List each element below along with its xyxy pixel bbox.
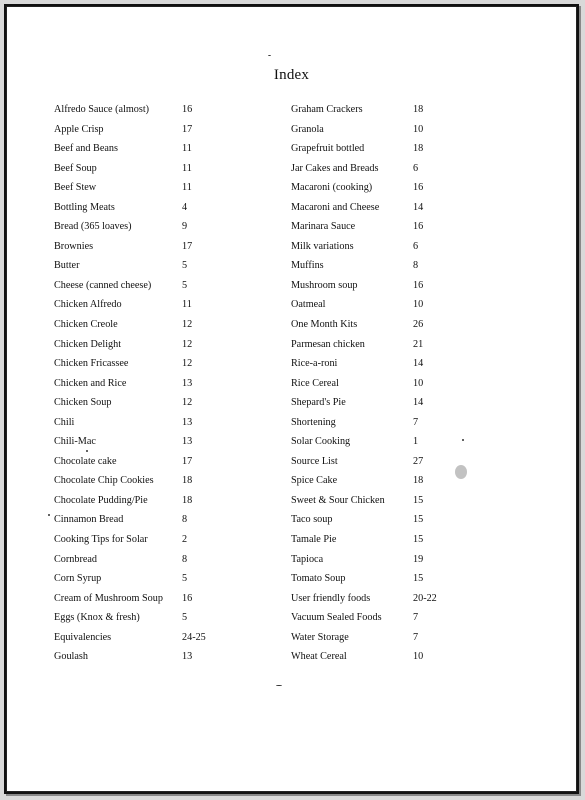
index-entry-page: 5: [182, 279, 188, 291]
index-entry-page: 12: [182, 358, 193, 370]
index-entry-name: Sweet & Sour Chicken: [291, 494, 385, 506]
index-entry: [54, 611, 188, 631]
index-entry-page: 13: [182, 436, 193, 448]
index-entry: [291, 377, 424, 397]
index-entry: [54, 513, 188, 533]
index-entry-name: Chicken Delight: [54, 338, 122, 350]
index-entry: [54, 494, 193, 514]
index-entry-page: 10: [413, 123, 424, 135]
index-entry-page: 14: [413, 397, 424, 409]
index-entry-page: 14: [413, 201, 424, 213]
index-entry: [291, 318, 424, 338]
index-entry-page: 1: [413, 436, 419, 448]
index-entry-name: Water Storage: [291, 631, 349, 643]
index-entry: [291, 181, 424, 201]
index-entry: [291, 455, 424, 475]
scan-speck: [268, 55, 271, 56]
index-entry-name: Equivalencies: [54, 631, 112, 643]
index-entry: [291, 103, 424, 123]
index-entry-page: 8: [182, 514, 188, 526]
index-entry-page: 16: [182, 104, 193, 115]
index-entry-page: 18: [413, 475, 424, 487]
index-entry: [54, 318, 193, 338]
index-entry: [54, 103, 193, 123]
index-entry-name: Rice Cereal: [291, 377, 339, 389]
index-entry-page: 26: [413, 319, 424, 331]
index-entry: [54, 592, 193, 612]
index-entry: [54, 142, 192, 162]
index-entry: [291, 162, 419, 182]
index-entry-page: 16: [182, 592, 193, 604]
index-entry: [54, 416, 193, 436]
index-entry-name: Chocolate Pudding/Pie: [54, 494, 148, 506]
index-entry: [291, 494, 424, 514]
index-entry: [54, 181, 192, 201]
index-entry-name: Chocolate cake: [54, 455, 117, 467]
index-entry-name: Parmesan chicken: [291, 338, 365, 350]
index-entry-page: 13: [182, 377, 193, 389]
index-entry-page: 5: [182, 573, 188, 585]
index-entry-page: 13: [182, 651, 193, 663]
index-entry: [54, 201, 188, 221]
index-entry: [291, 279, 424, 299]
index-entry-page: 19: [413, 553, 424, 565]
document-page: [4, 4, 579, 794]
index-entry-page: 18: [182, 494, 193, 506]
index-entry: [291, 611, 419, 631]
index-entry-page: 17: [182, 455, 193, 467]
index-entry: [54, 553, 188, 573]
index-entry-name: Cinnamon Bread: [54, 514, 124, 526]
index-entry-name: Eggs (Knox & fresh): [54, 612, 140, 624]
index-entry-page: 24-25: [182, 631, 206, 643]
index-entry-name: Taco soup: [291, 514, 333, 526]
index-entry-name: Chicken and Rice: [54, 377, 127, 389]
index-entry-page: 8: [413, 260, 419, 272]
index-entry: [54, 435, 193, 455]
index-entry-name: Beef Soup: [54, 162, 97, 174]
index-entry-name: Alfredo Sauce (almost): [54, 104, 150, 115]
index-entry-name: Solar Cooking: [291, 436, 351, 448]
index-entry-page: 2: [182, 534, 188, 546]
index-entry: [54, 650, 193, 670]
index-entry-name: Milk variations: [291, 240, 354, 252]
index-entry: [54, 396, 193, 416]
index-entry-page: 14: [413, 358, 424, 370]
index-entry-page: 11: [182, 182, 192, 194]
index-entry-name: Chicken Alfredo: [54, 299, 122, 311]
index-entry-page: 4: [182, 201, 188, 213]
scan-speck: [86, 450, 88, 452]
index-entry-page: 10: [413, 377, 424, 389]
index-entry-name: Chili: [54, 416, 75, 428]
index-entry-page: 6: [413, 162, 419, 174]
index-entry: [291, 572, 424, 592]
index-entry-name: Chicken Soup: [54, 397, 112, 409]
index-entry-name: Tapioca: [291, 553, 324, 565]
index-entry-name: Tamale Pie: [291, 534, 337, 546]
index-entry-name: Shepard's Pie: [291, 397, 346, 409]
index-entry-name: Macaroni and Cheese: [291, 201, 380, 213]
index-entry-name: Mushroom soup: [291, 279, 358, 291]
index-entry-name: Spice Cake: [291, 475, 338, 487]
index-entry-page: 17: [182, 240, 193, 252]
index-entry-page: 7: [413, 416, 419, 428]
index-column-right: [291, 103, 437, 670]
index-entry: [54, 162, 192, 182]
index-entry-page: 20-22: [413, 592, 437, 604]
index-entry: [54, 533, 188, 553]
index-entry: [291, 220, 424, 240]
index-entry-name: Chicken Creole: [54, 319, 118, 331]
index-entry-page: 18: [182, 475, 193, 487]
index-entry: [54, 259, 188, 279]
index-entry: [291, 474, 424, 494]
index-entry-name: Shortening: [291, 416, 336, 428]
index-entry-page: 15: [413, 494, 424, 506]
index-entry-page: 5: [182, 612, 188, 624]
index-entry-page: 15: [413, 573, 424, 585]
index-entry-name: Marinara Sauce: [291, 221, 356, 233]
index-entry-name: Cornbread: [54, 553, 97, 565]
index-entry: [291, 396, 424, 416]
index-entry: [291, 357, 424, 377]
index-entry-name: Rice-a-roni: [291, 358, 338, 370]
index-entry-name: Jar Cakes and Breads: [291, 162, 379, 174]
index-entry-name: Corn Syrup: [54, 573, 102, 585]
index-entry-page: 18: [413, 104, 424, 115]
index-entry: [291, 240, 419, 260]
index-entry-name: Source List: [291, 455, 338, 467]
index-entry-page: 11: [182, 143, 192, 155]
index-entry-name: Tomato Soup: [291, 573, 346, 585]
index-entry-page: 13: [182, 416, 193, 428]
index-entry-name: Butter: [54, 260, 80, 272]
index-entry-name: Chocolate Chip Cookies: [54, 475, 154, 487]
index-entry: [291, 592, 437, 612]
index-entry: [54, 240, 193, 260]
index-entry-name: User friendly foods: [291, 592, 371, 604]
index-entry: [54, 298, 192, 318]
index-entry-name: Oatmeal: [291, 299, 326, 311]
index-entry-page: 17: [182, 123, 193, 135]
index-entry: [291, 142, 424, 162]
index-entry: [54, 377, 193, 397]
index-entry-name: Granola: [291, 123, 324, 135]
index-entry: [54, 123, 193, 143]
index-entry: [291, 338, 424, 358]
index-entry-name: Brownies: [54, 240, 94, 252]
index-entry-name: Cheese (canned cheese): [54, 279, 152, 291]
index-entry-page: 7: [413, 612, 419, 624]
index-entry-page: 6: [413, 240, 419, 252]
index-entry-page: 11: [182, 299, 192, 311]
index-entry-name: Graham Crackers: [291, 104, 363, 115]
index-entry-page: 12: [182, 338, 193, 350]
index-entry-name: Macaroni (cooking): [291, 182, 373, 194]
index-entry-name: Bottling Meats: [54, 201, 115, 213]
index-entry: [291, 298, 424, 318]
scan-speck: [276, 685, 282, 686]
index-entry-name: Chili-Mac: [54, 436, 96, 448]
index-entry: [54, 572, 188, 592]
index-entry-page: 12: [182, 397, 193, 409]
index-entry-name: Vacuum Sealed Foods: [291, 612, 382, 624]
index-entry-page: 15: [413, 534, 424, 546]
index-entry: [291, 533, 424, 553]
index-entry-name: Chicken Fricassee: [54, 358, 129, 370]
index-entry-name: Beef Stew: [54, 182, 97, 194]
index-entry-page: 5: [182, 260, 188, 272]
index-entry: [54, 474, 193, 494]
index-entry-page: 21: [413, 338, 424, 350]
index-entry-name: Grapefruit bottled: [291, 143, 365, 155]
index-entry: [291, 513, 424, 533]
index-entry-page: 16: [413, 279, 424, 291]
index-entry-name: Cream of Mushroom Soup: [54, 592, 163, 604]
index-entry: [291, 201, 424, 221]
index-entry: [54, 338, 193, 358]
index-entry-page: 27: [413, 455, 424, 467]
index-entry-page: 16: [413, 182, 424, 194]
index-entry-page: 7: [413, 631, 419, 643]
index-entry: [291, 553, 424, 573]
index-column-left: [54, 103, 206, 670]
index-entry-name: Beef and Beans: [54, 143, 118, 155]
page-title: Index: [273, 67, 310, 83]
index-entry: [54, 631, 206, 651]
index-entry-page: 12: [182, 319, 193, 331]
index-entry: [54, 220, 188, 240]
index-entry: [291, 123, 424, 143]
index-entry: [291, 416, 419, 436]
index-entry-name: Apple Crisp: [54, 123, 104, 135]
index-entry: [291, 435, 419, 455]
index-entry-page: 18: [413, 143, 424, 155]
scan-smudge: [455, 465, 467, 479]
index-entry-page: 16: [413, 221, 424, 233]
index-entry: [291, 650, 424, 670]
index-entry: [291, 259, 419, 279]
scan-speck: [462, 439, 464, 441]
index-entry-page: 10: [413, 299, 424, 311]
index-entry-page: 15: [413, 514, 424, 526]
index-entry: [54, 279, 188, 299]
index-entry: [291, 631, 419, 651]
index-entry-page: 8: [182, 553, 188, 565]
index-entry-page: 10: [413, 651, 424, 663]
index-entry-page: 9: [182, 221, 188, 233]
index-entry-name: Goulash: [54, 651, 88, 663]
index-entry-name: Bread (365 loaves): [54, 221, 132, 233]
index-entry-name: Cooking Tips for Solar: [54, 534, 148, 546]
index-entry-name: One Month Kits: [291, 319, 358, 331]
index-entry-page: 11: [182, 162, 192, 174]
index-entry: [54, 357, 193, 377]
index-entry-name: Wheat Cereal: [291, 651, 347, 663]
index-entry-name: Muffins: [291, 260, 324, 272]
index-entry: [54, 455, 193, 475]
scan-speck: [48, 514, 50, 516]
